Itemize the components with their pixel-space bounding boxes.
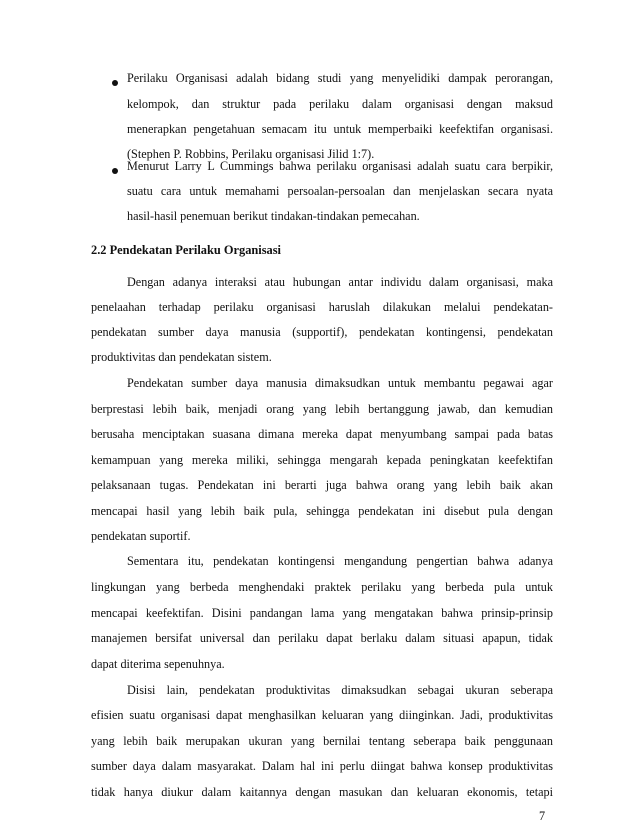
paragraph-4-line-2: efisien suatu organisasi dapat menghasilkan keluaran yang diinginkan. Jadi, produktivitas (91, 708, 553, 722)
paragraph-3-line-3: mencapai keefektifan. Disini pandangan lama yang mengatakan bahwa prinsip-prinsip (91, 606, 553, 620)
paragraph-4-line-4: sumber daya dalam masyarakat. Dalam hal ini perlu diingat bahwa konsep produktivitas (91, 759, 553, 773)
paragraph-2-line-6: mencapai hasil yang lebih baik pula, sehingga pendekatan ini disebut pula dengan (91, 504, 553, 518)
paragraph-2-line-2: berprestasi lebih baik, menjadi orang yang lebih bertanggung jawab, dan kemudian (91, 402, 553, 416)
bullet-2-line-3: hasil-hasil penemuan berikut tindakan-tindakan pemecahan. (127, 209, 420, 223)
paragraph-3-line-2: lingkungan yang berbeda menghendaki praktek perilaku yang berbeda pula untuk (91, 580, 553, 594)
paragraph-1-line-1: Dengan adanya interaksi atau hubungan antar individu dalam organisasi, maka (127, 275, 553, 289)
paragraph-1-line-3: pendekatan sumber daya manusia (supportif), pendekatan kontingensi, pendekatan (91, 325, 553, 339)
bullet-1-line-4: (Stephen P. Robbins, Perilaku organisasi Jilid 1:7). (127, 147, 375, 161)
paragraph-1-line-2: penelaahan terhadap perilaku organisasi haruslah dilakukan melalui pendekatan- (91, 300, 553, 314)
bullet-2-line-2: suatu cara untuk memahami persoalan-persoalan dan menjelaskan secara nyata (127, 184, 553, 198)
paragraph-4-line-5: tidak hanya diukur dalam kaitannya dengan masukan dan keluaran ekonomis, tetapi (91, 785, 553, 799)
paragraph-2-line-1: Pendekatan sumber daya manusia dimaksudkan untuk membantu pegawai agar (127, 376, 553, 390)
paragraph-3-line-4: manajemen bersifat universal dan perilaku dapat berlaku dalam situasi apapun, tidak (91, 631, 553, 645)
bullet-1-dot (112, 80, 118, 86)
paragraph-2-line-5: pelaksanaan tugas. Pendekatan ini berarti juga bahwa orang yang lebih baik akan (91, 478, 553, 492)
paragraph-4-line-1: Disisi lain, pendekatan produktivitas dimaksudkan sebagai ukuran seberapa (127, 683, 553, 697)
bullet-1-line-1: Perilaku Organisasi adalah bidang studi yang menyelidiki dampak perorangan, (127, 71, 553, 85)
page-number: 7 (539, 809, 546, 823)
paragraph-3-line-5: dapat diterima sepenuhnya. (91, 657, 225, 671)
paragraph-2-line-7: pendekatan suportif. (91, 529, 191, 543)
paragraph-2-line-3: berusaha menciptakan suasana dimana mereka dapat menyumbang sampai pada batas (91, 427, 553, 441)
paragraph-3-line-1: Sementara itu, pendekatan kontingensi mengandung pengertian bahwa adanya (127, 554, 553, 568)
paragraph-1-line-4: produktivitas dan pendekatan sistem. (91, 350, 272, 364)
bullet-1-line-2: kelompok, dan struktur pada perilaku dalam organisasi dengan maksud (127, 97, 553, 111)
bullet-1-line-3: menerapkan pengetahuan semacam itu untuk memperbaiki keefektifan organisasi. (127, 122, 553, 136)
bullet-2-dot (112, 168, 118, 174)
section-heading: 2.2 Pendekatan Perilaku Organisasi (91, 243, 282, 257)
bullet-2-line-1: Menurut Larry L Cummings bahwa perilaku organisasi adalah suatu cara berpikir, (127, 159, 553, 173)
paragraph-4-line-3: yang lebih baik merupakan ukuran yang bernilai tentang seberapa baik penggunaan (91, 734, 553, 748)
paragraph-2-line-4: kemampuan yang mereka miliki, sehingga mengarah kepada peningkatan keefektifan (91, 453, 553, 467)
